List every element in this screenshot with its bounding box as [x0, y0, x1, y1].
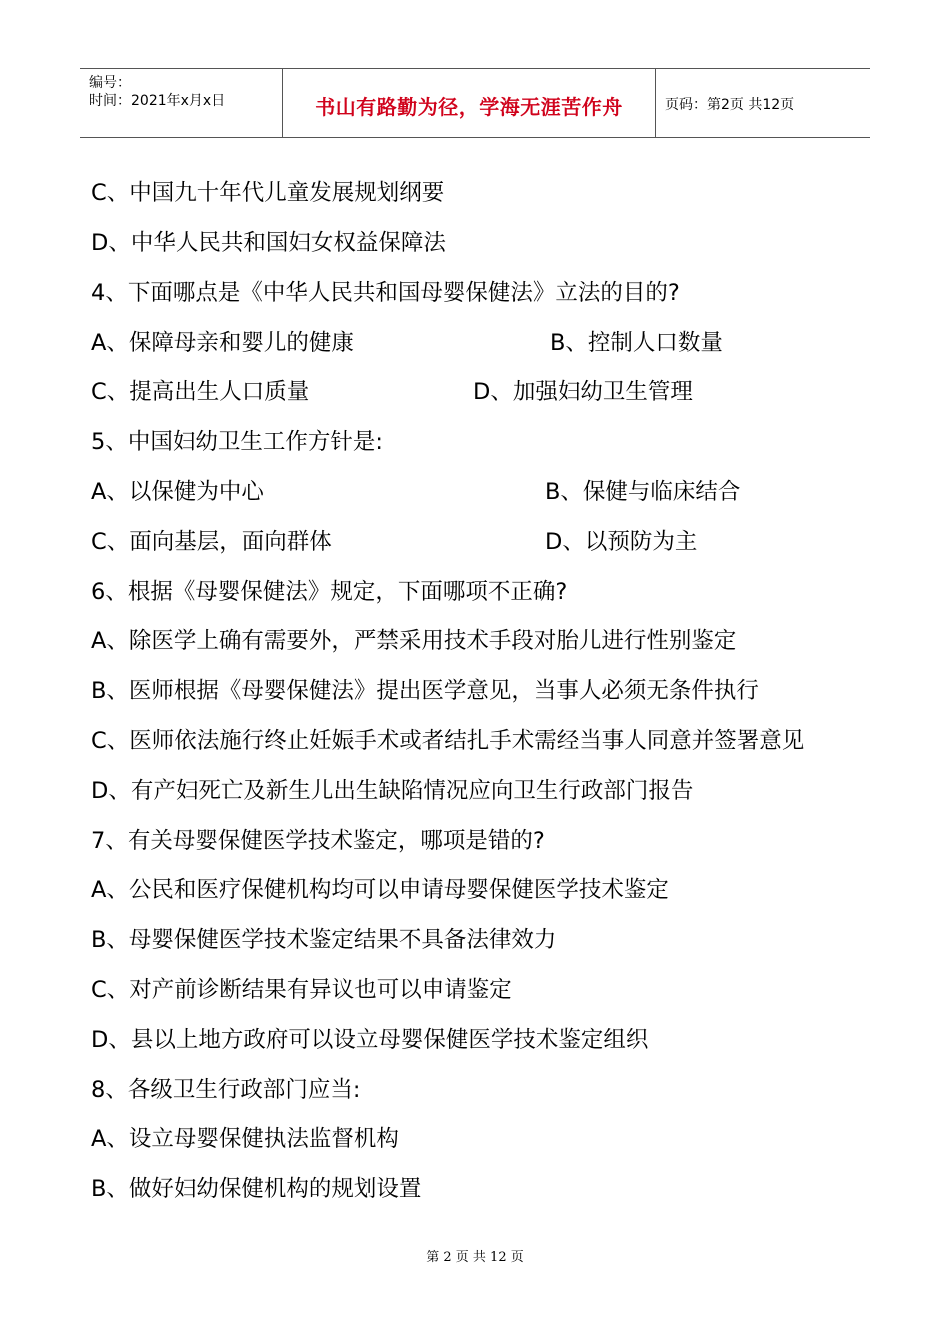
option-line: C、提高出生人口质量: [91, 379, 310, 405]
option-line: B、保健与临床结合: [545, 479, 741, 505]
question-line: 6、根据《母婴保健法》规定，下面哪项不正确?: [91, 579, 568, 605]
option-line: B、做好妇幼保健机构的规划设置: [91, 1176, 422, 1202]
option-line: D、加强妇幼卫生管理: [473, 379, 693, 405]
option-line: B、医师根据《母婴保健法》提出医学意见，当事人必须无条件执行: [91, 678, 759, 704]
option-line: C、中国九十年代儿童发展规划纲要: [91, 180, 445, 206]
option-line: D、有产妇死亡及新生儿出生缺陷情况应向卫生行政部门报告: [91, 778, 694, 804]
option-line: D、县以上地方政府可以设立母婴保健医学技术鉴定组织: [91, 1027, 649, 1053]
question-line: 4、下面哪点是《中华人民共和国母婴保健法》立法的目的?: [91, 280, 680, 306]
option-line: C、医师依法施行终止妊娠手术或者结扎手术需经当事人同意并签署意见: [91, 728, 805, 754]
page-info: 页码：第2页 共12页: [665, 97, 795, 113]
option-line: A、除医学上确有需要外，严禁采用技术手段对胎儿进行性别鉴定: [91, 628, 737, 654]
header-meta-cell: [80, 69, 283, 137]
question-line: 5、中国妇幼卫生工作方针是:: [91, 429, 383, 455]
question-line: 8、各级卫生行政部门应当:: [91, 1077, 361, 1103]
option-line: D、以预防为主: [545, 529, 698, 555]
option-line: C、面向基层，面向群体: [91, 529, 332, 555]
header-page-cell: [656, 69, 870, 137]
option-line: D、中华人民共和国妇女权益保障法: [91, 230, 446, 256]
motto: 书山有路勤为径，学海无涯苦作舟: [315, 95, 623, 119]
option-line: C、对产前诊断结果有异议也可以申请鉴定: [91, 977, 512, 1003]
code-label: 编号：: [89, 75, 131, 91]
page-footer: 第 2 页 共 12 页: [426, 1250, 524, 1265]
page-header: [80, 68, 870, 138]
option-line: A、公民和医疗保健机构均可以申请母婴保健医学技术鉴定: [91, 877, 669, 903]
date-label: 时间：2021年x月x日: [89, 93, 226, 109]
option-line: A、保障母亲和婴儿的健康: [91, 330, 354, 356]
option-line: A、设立母婴保健执法监督机构: [91, 1126, 399, 1152]
option-line: B、母婴保健医学技术鉴定结果不具备法律效力: [91, 927, 557, 953]
header-motto-cell: [283, 69, 656, 137]
option-line: B、控制人口数量: [550, 330, 723, 356]
question-line: 7、有关母婴保健医学技术鉴定，哪项是错的?: [91, 828, 545, 854]
option-line: A、以保健为中心: [91, 479, 264, 505]
